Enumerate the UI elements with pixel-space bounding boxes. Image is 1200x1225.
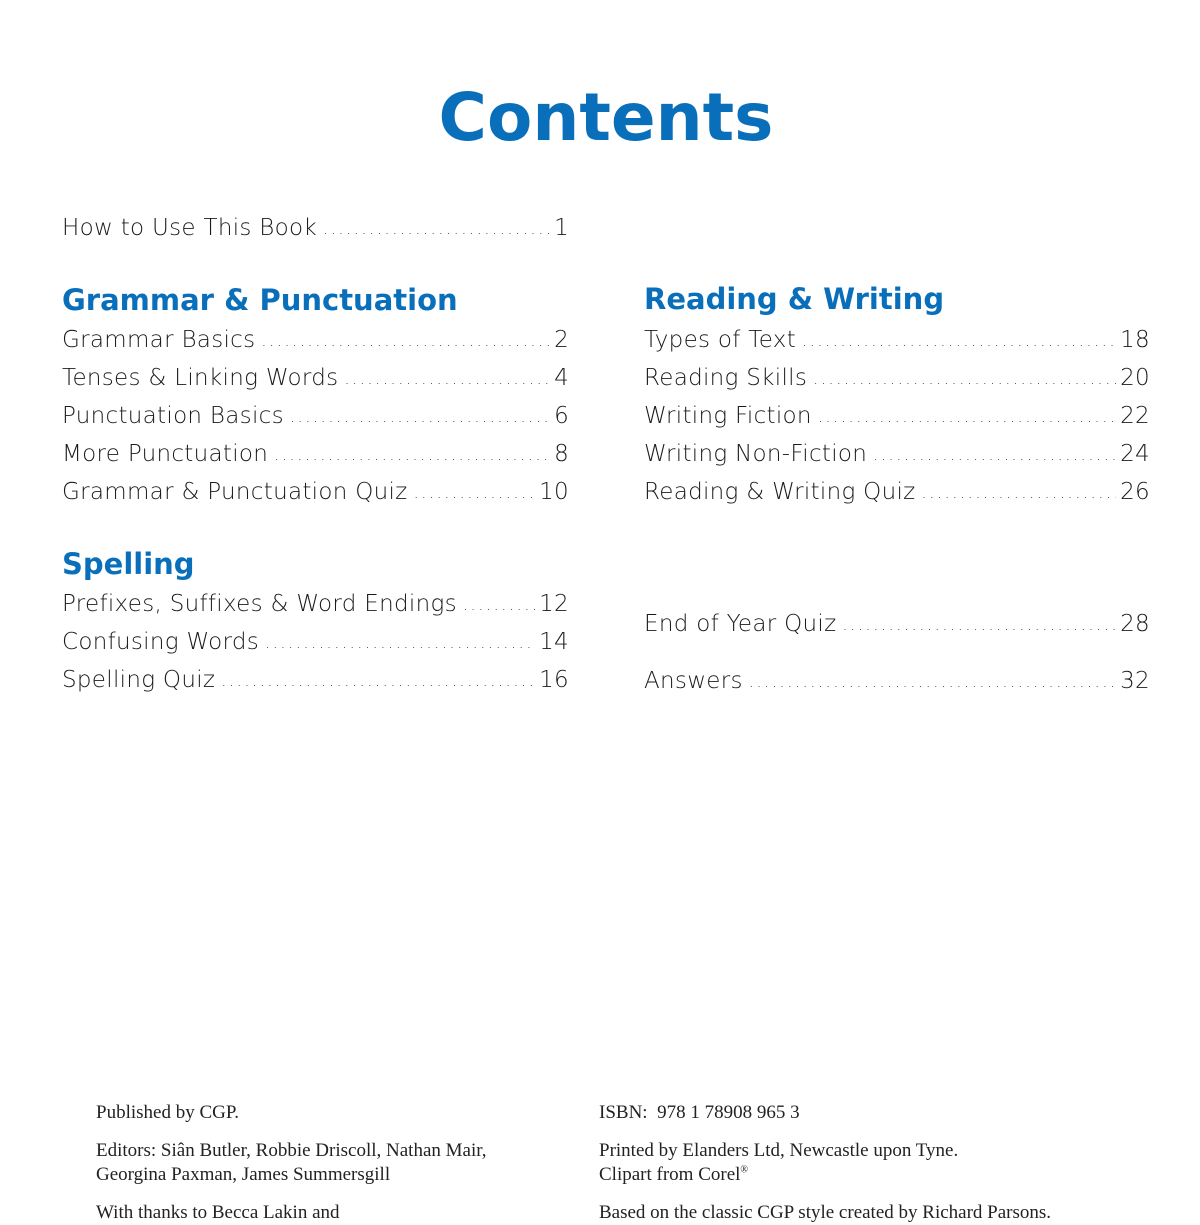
toc-entry[interactable] <box>644 401 1150 433</box>
section-heading-spelling: Spelling <box>62 547 195 581</box>
dot-leader <box>414 478 536 508</box>
toc-entry[interactable] <box>644 325 1150 357</box>
toc-page-number: 6 <box>554 403 569 429</box>
thanks-line: With thanks to Becca Lakin and <box>96 1202 340 1223</box>
isbn: ISBN: 978 1 78908 965 3 <box>599 1102 800 1123</box>
toc-entry[interactable] <box>62 439 569 471</box>
toc-entry[interactable] <box>644 477 1150 509</box>
based-on: Based on the classic CGP style created by Richard Parsons. <box>599 1202 1052 1223</box>
toc-entry[interactable] <box>62 325 569 357</box>
toc-entry-label: Writing Non-Fiction <box>644 441 868 467</box>
toc-entry[interactable] <box>644 439 1150 471</box>
toc-entry-label: Reading Skills <box>644 365 808 391</box>
section-heading-grammar: Grammar & Punctuation <box>62 283 458 317</box>
toc-page-number: 4 <box>554 365 569 391</box>
toc-page-number: 24 <box>1120 441 1150 467</box>
toc-page-number: 26 <box>1120 479 1150 505</box>
toc-entry-label: Reading & Writing Quiz <box>644 479 916 505</box>
section-heading-reading-writing: Reading & Writing <box>644 282 945 316</box>
toc-entry[interactable] <box>62 477 569 509</box>
dot-leader <box>323 214 550 244</box>
toc-entry-label: Writing Fiction <box>644 403 812 429</box>
editors-line-2: Georgina Paxman, James Summersgill <box>96 1164 391 1185</box>
toc-entry[interactable] <box>62 665 569 697</box>
toc-entry[interactable] <box>62 627 569 659</box>
registered-mark: ® <box>740 1164 749 1176</box>
dot-leader <box>749 667 1116 697</box>
toc-entry-label: Types of Text <box>644 327 797 353</box>
toc-entry[interactable] <box>644 363 1150 395</box>
dot-leader <box>842 610 1116 640</box>
toc-entry-label: Prefixes, Suffixes & Word Endings <box>62 591 457 617</box>
toc-page-number: 16 <box>539 667 569 693</box>
dot-leader <box>922 478 1117 508</box>
toc-page-number: 14 <box>539 629 569 655</box>
toc-page-number: 22 <box>1120 403 1150 429</box>
dot-leader <box>261 326 550 356</box>
printed-by: Printed by Elanders Ltd, Newcastle upon Tyne. <box>599 1140 959 1161</box>
toc-entry-label: Tenses & Linking Words <box>62 365 339 391</box>
toc-page-number: 1 <box>554 215 569 241</box>
dot-leader <box>802 326 1116 356</box>
toc-entry-label: End of Year Quiz <box>644 611 837 637</box>
toc-entry-label: Grammar Basics <box>62 327 256 353</box>
dot-leader <box>265 628 535 658</box>
dot-leader <box>818 402 1116 432</box>
toc-page-number: 18 <box>1120 327 1150 353</box>
toc-page-number: 28 <box>1120 611 1150 637</box>
toc-entry-label: Confusing Words <box>62 629 260 655</box>
toc-entry-end-of-year-quiz[interactable] <box>644 609 1150 641</box>
dot-leader <box>873 440 1116 470</box>
toc-page-number: 10 <box>539 479 569 505</box>
dot-leader <box>344 364 550 394</box>
dot-leader <box>274 440 550 470</box>
clipart-credit <box>599 1162 748 1187</box>
toc-page-number: 20 <box>1120 365 1150 391</box>
toc-entry-answers[interactable] <box>644 666 1150 698</box>
toc-entry-label: Spelling Quiz <box>62 667 216 693</box>
toc-page-number: 32 <box>1120 668 1150 694</box>
toc-entry-label: Answers <box>644 668 743 694</box>
toc-page-number: 12 <box>539 591 569 617</box>
toc-entry-how-to-use[interactable] <box>62 213 569 245</box>
toc-entry[interactable] <box>62 363 569 395</box>
editors-line-1: Editors: Siân Butler, Robbie Driscoll, Nathan Mair, <box>96 1140 487 1161</box>
toc-entry[interactable] <box>62 401 569 433</box>
toc-entry-label: Punctuation Basics <box>62 403 284 429</box>
toc-entry[interactable] <box>62 589 569 621</box>
dot-leader <box>813 364 1116 394</box>
clipart-credit-text: Clipart from Corel <box>599 1164 741 1185</box>
toc-page-number: 8 <box>554 441 569 467</box>
published-by: Published by CGP. <box>96 1102 240 1123</box>
dot-leader <box>463 590 535 620</box>
toc-page-number: 2 <box>554 327 569 353</box>
dot-leader <box>221 666 535 696</box>
page-title: Contents <box>438 79 774 156</box>
toc-entry-label: How to Use This Book <box>62 215 318 241</box>
toc-entry-label: More Punctuation <box>62 441 269 467</box>
dot-leader <box>290 402 550 432</box>
toc-entry-label: Grammar & Punctuation Quiz <box>62 479 408 505</box>
